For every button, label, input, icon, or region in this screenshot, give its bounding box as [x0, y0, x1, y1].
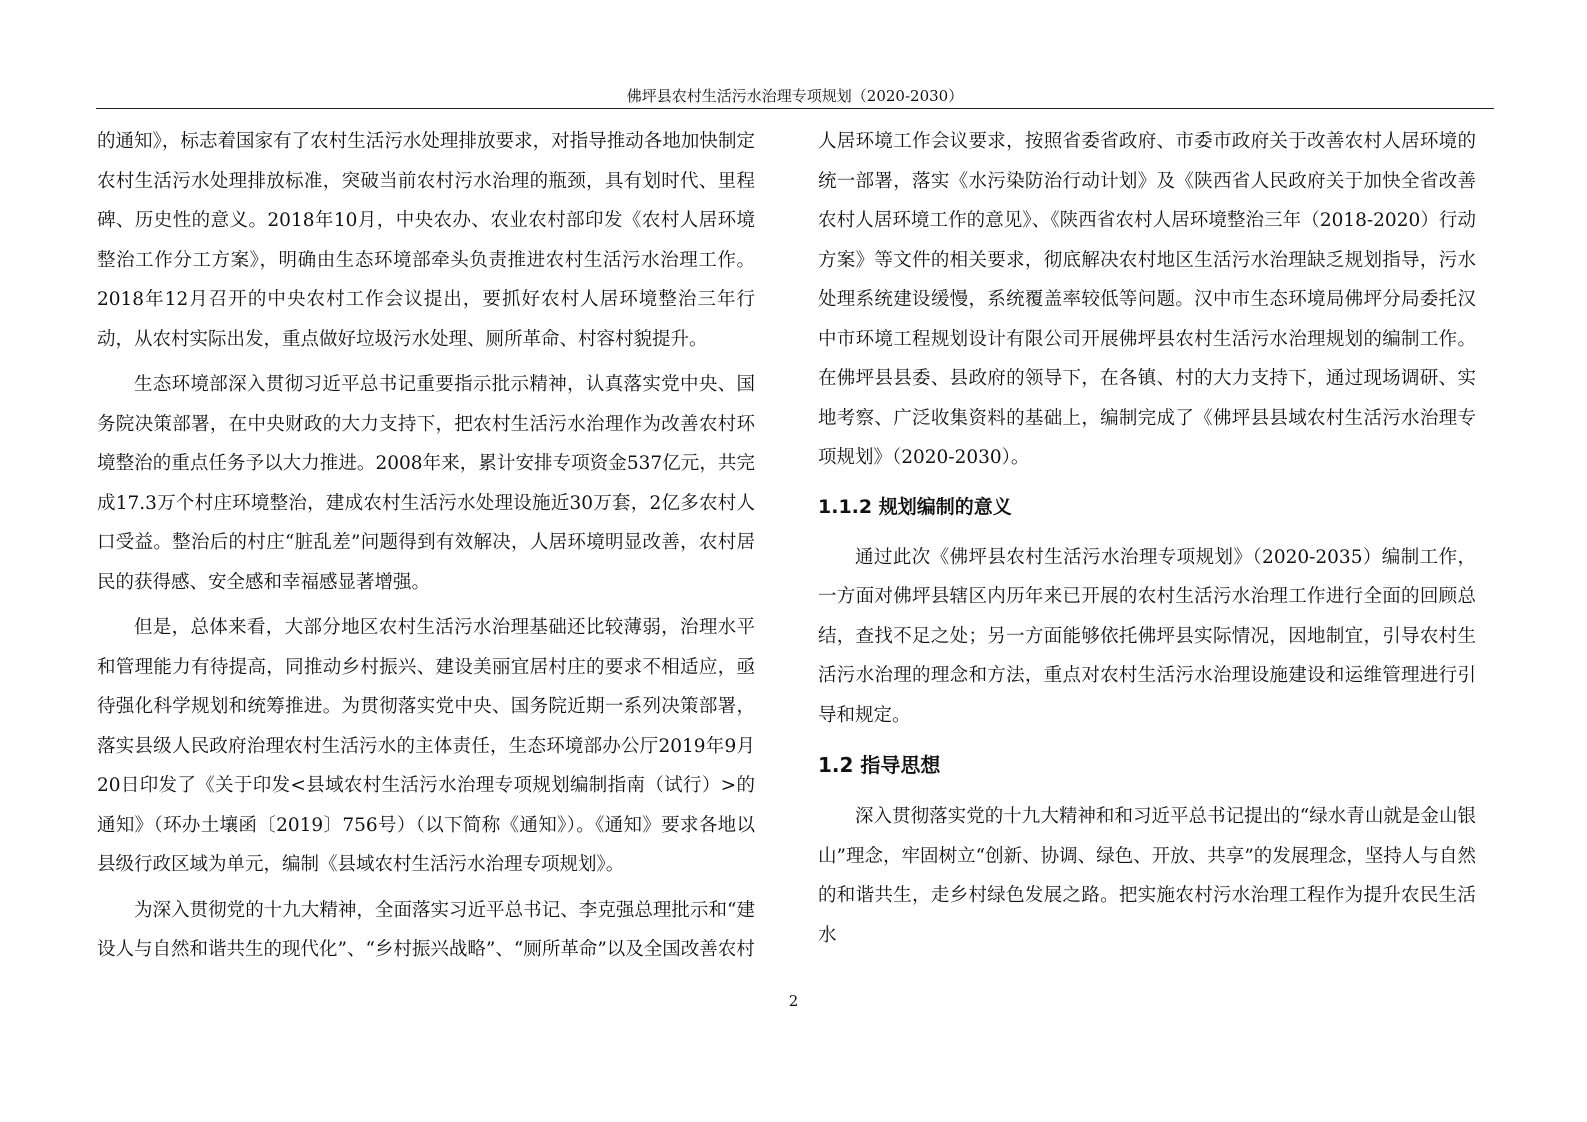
left-paragraph-2: 生态环境部深入贯彻习近平总书记重要指示批示精神，认真落实党中央、国务院决策部署，在中央财政的大力支持下，把农村生活污水治理作为改善农村环境整治的重点任务予以大力推进。2008年来，累计安排专项资金537亿元，共完成17.3万个村庄环境整治，建成农村生活污水处理设施近30万套，2亿多农村人口受益。整治后的村庄“脏乱差”问题得到有效解决，人居环境明显改善，农村居民的获得感、安全感和幸福感显著增强。: [97, 374, 755, 593]
right-paragraph-1: 人居环境工作会议要求，按照省委省政府、市委市政府关于改善农村人居环境的统一部署，落实《水污染防治行动计划》及《陕西省人民政府关于加快全省改善农村人居环境工作的意见》、《陕西省农村人居环境整治三年（2018-2020）行动方案》等文件的相关要求，彻底解决农村地区生活污水治理缺乏规划指导，污水处理系统建设缓慢，系统覆盖率较低等问题。汉中市生态环境局佛坪分局委托汉中市环境工程规划设计有限公司开展佛坪县农村生活污水治理规划的编制工作。在佛坪县县委、县政府的领导下，在各镇、村的大力支持下，通过现场调研、实地考察、广泛收集资料的基础上，编制完成了《佛坪县县域农村生活污水治理专项规划》（2020-2030）。: [818, 131, 1476, 468]
section-heading-1-2: 1.2 指导思想: [818, 753, 941, 777]
left-column: [97, 122, 755, 970]
left-paragraph-4: 为深入贯彻党的十九大精神，全面落实习近平总书记、李克强总理批示和“建设人与自然和谐共生的现代化”、“乡村振兴战略”、“厕所革命”以及全国改善农村: [97, 899, 755, 960]
right-paragraph-2: 通过此次《佛坪县农村生活污水治理专项规划》（2020-2035）编制工作，一方面对佛坪县辖区内历年来已开展的农村生活污水治理工作进行全面的回顾总结，查找不足之处；另一方面能够依托佛坪县实际情况，因地制宜，引导农村生活污水治理的理念和方法，重点对农村生活污水治理设施建设和运维管理进行引导和规定。: [818, 546, 1476, 726]
header-rule: [96, 108, 1494, 109]
right-paragraph-3: 深入贯彻落实党的十九大精神和和习近平总书记提出的“绿水青山就是金山银山”理念，牢固树立“创新、协调、绿色、开放、共享”的发展理念，坚持人与自然的和谐共生，走乡村绿色发展之路。把实施农村污水治理工程作为提升农民生活水: [818, 806, 1476, 946]
left-paragraph-3: 但是，总体来看，大部分地区农村生活污水治理基础还比较薄弱，治理水平和管理能力有待提高，同推动乡村振兴、建设美丽宜居村庄的要求不相适应，亟待强化科学规划和统筹推进。为贯彻落实党中央、国务院近期一系列决策部署，落实县级人民政府治理农村生活污水的主体责任，生态环境部办公厅2019年9月20日印发了《关于印发<县域农村生活污水治理专项规划编制指南（试行）>的通知》（环办土壤函〔2019〕756号）（以下简称《通知》）。《通知》要求各地以县级行政区域为单元，编制《县域农村生活污水治理专项规划》。: [97, 617, 755, 875]
page-header-title: 佛坪县农村生活污水治理专项规划（2020-2030）: [626, 87, 964, 105]
left-paragraph-1: 的通知》，标志着国家有了农村生活污水处理排放要求，对指导推动各地加快制定农村生活污水处理排放标准，突破当前农村污水治理的瓶颈，具有划时代、里程碑、历史性的意义。2018年10月，中央农办、农业农村部印发《农村人居环境整治工作分工方案》，明确由生态环境部牵头负责推进农村生活污水治理工作。2018年12月召开的中央农村工作会议提出，要抓好农村人居环境整治三年行动，从农村实际出发，重点做好垃圾污水处理、厕所革命、村容村貌提升。: [97, 131, 755, 350]
section-heading-1-1-2: 1.1.2 规划编制的意义: [818, 495, 1012, 518]
right-column: [818, 122, 1476, 955]
page-number: 2: [788, 992, 799, 1010]
